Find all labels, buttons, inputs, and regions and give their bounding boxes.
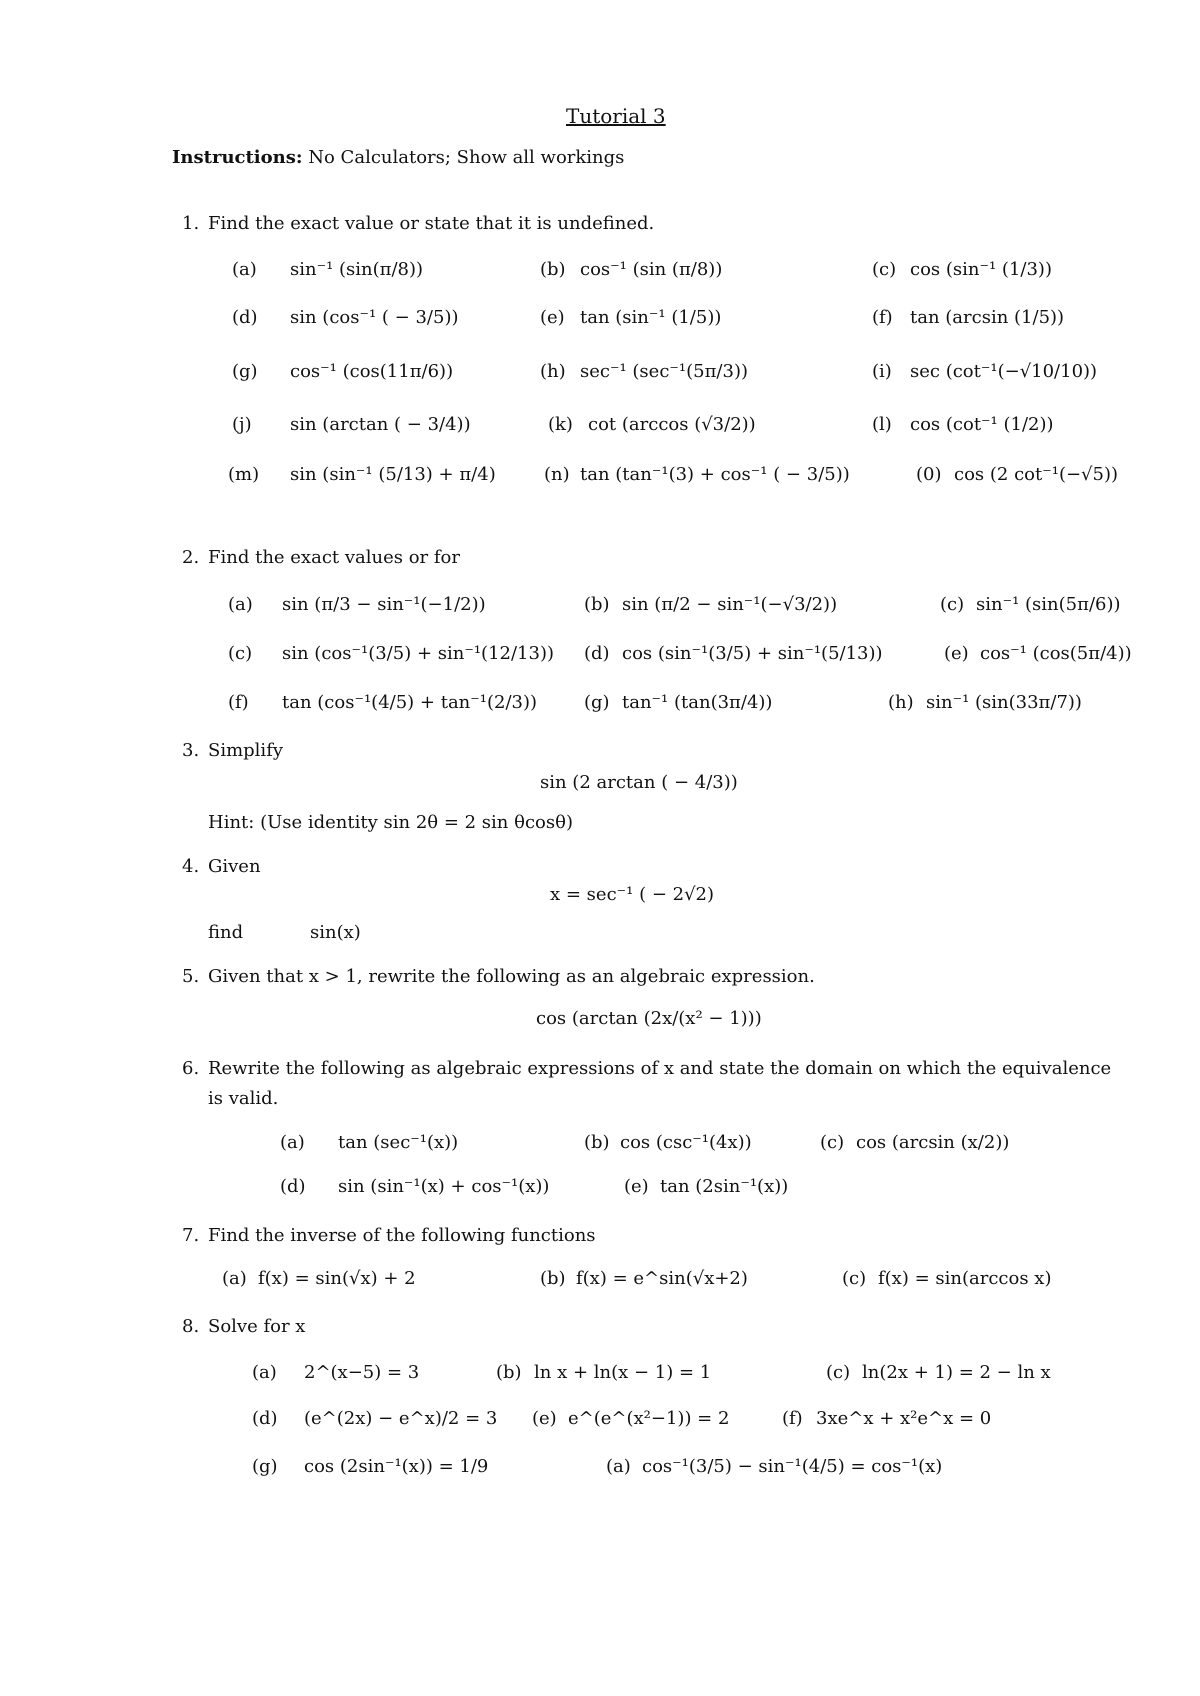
q8-item-expr: cos⁻¹(3/5) − sin⁻¹(4/5) = cos⁻¹(x) [642, 1456, 943, 1477]
q1-item-label: (m) [228, 464, 260, 485]
q8-item-label: (e) [532, 1408, 557, 1429]
q8-item-label: (g) [252, 1456, 278, 1477]
q6-item-label: (c) [820, 1132, 845, 1153]
question-6 [182, 1058, 1111, 1080]
q1-item-expr: sin (sin⁻¹ (5/13) + π/4) [290, 464, 496, 485]
q1-item-expr: tan (sin⁻¹ (1/5)) [580, 307, 722, 328]
q1-item-label: (h) [540, 361, 566, 382]
q2-item-label: (e) [944, 643, 969, 664]
q8-item-label: (c) [826, 1362, 851, 1383]
q8-item-label: (d) [252, 1408, 278, 1429]
q2-item-expr: tan⁻¹ (tan(3π/4)) [622, 692, 773, 713]
q1-item-expr: cos⁻¹ (sin (π/8)) [580, 259, 723, 280]
question-8 [182, 1316, 305, 1338]
q6-item-expr: tan (2sin⁻¹(x)) [660, 1176, 789, 1197]
q1-item-expr: sec⁻¹ (sec⁻¹(5π/3)) [580, 361, 748, 382]
q1-item-label: (f) [872, 307, 893, 328]
instructions [172, 147, 624, 169]
q1-item-expr: sin (arctan ( − 3/4)) [290, 414, 471, 435]
q8-item-expr: 2^(x−5) = 3 [304, 1362, 420, 1383]
q2-item-label: (c) [228, 643, 253, 664]
question-3-text: Simplify [208, 740, 284, 761]
q1-item-label: (g) [232, 361, 258, 382]
q1-item-expr: cos (sin⁻¹ (1/3)) [910, 259, 1052, 280]
q6-item-expr: tan (sec⁻¹(x)) [338, 1132, 459, 1153]
q8-item-expr: e^(e^(x²−1)) = 2 [568, 1408, 730, 1429]
q1-item-expr: cos⁻¹ (cos(11π/6)) [290, 361, 454, 382]
q2-item-expr: sin⁻¹ (sin(5π/6)) [976, 594, 1121, 615]
page-title: Tutorial 3 [566, 104, 666, 128]
instructions-label: Instructions: [172, 147, 303, 168]
q3-hint: Hint: (Use identity sin 2θ = 2 sin θcosθ) [208, 812, 573, 833]
question-2-text: Find the exact values or for [208, 547, 460, 568]
q7-item-expr: f(x) = sin(arccos x) [878, 1268, 1052, 1289]
question-5 [182, 966, 815, 988]
q7-item-label: (c) [842, 1268, 867, 1289]
q7-item-label: (a) [222, 1268, 247, 1289]
q1-item-label: (l) [872, 414, 892, 435]
q1-item-label: (a) [232, 259, 257, 280]
q1-item-expr: sin (cos⁻¹ ( − 3/5)) [290, 307, 459, 328]
q1-item-expr: cot (arccos (√3/2)) [588, 414, 756, 435]
q1-item-expr: sin⁻¹ (sin(π/8)) [290, 259, 424, 280]
q1-item-label: (c) [872, 259, 897, 280]
q7-item-label: (b) [540, 1268, 566, 1289]
q8-item-label: (a) [606, 1456, 631, 1477]
q8-item-label: (a) [252, 1362, 277, 1383]
question-6-text: Rewrite the following as algebraic expressions of x and state the domain on which the equivalence [208, 1058, 1112, 1079]
q2-item-expr: cos⁻¹ (cos(5π/4)) [980, 643, 1132, 664]
question-5-text: Given that x > 1, rewrite the following as an algebraic expression. [208, 966, 815, 987]
q8-item-expr: cos (2sin⁻¹(x)) = 1/9 [304, 1456, 489, 1477]
q6-item-label: (a) [280, 1132, 305, 1153]
q1-item-label: (k) [548, 414, 573, 435]
q8-item-expr: ln x + ln(x − 1) = 1 [534, 1362, 712, 1383]
q1-item-label: (0) [916, 464, 942, 485]
question-1 [182, 213, 654, 235]
q5-expression: cos (arctan (2x/(x² − 1))) [536, 1008, 762, 1029]
question-6-number: 6. [182, 1058, 200, 1079]
q1-item-expr: cos (2 cot⁻¹(−√5)) [954, 464, 1119, 485]
q7-item-expr: f(x) = e^sin(√x+2) [576, 1268, 748, 1289]
q8-item-label: (b) [496, 1362, 522, 1383]
instructions-text: No Calculators; Show all workings [308, 147, 625, 168]
q1-item-expr: tan (tan⁻¹(3) + cos⁻¹ ( − 3/5)) [580, 464, 850, 485]
question-7 [182, 1225, 596, 1247]
question-2-number: 2. [182, 547, 200, 568]
q6-item-label: (b) [584, 1132, 610, 1153]
q2-item-label: (h) [888, 692, 914, 713]
q6-item-expr: sin (sin⁻¹(x) + cos⁻¹(x)) [338, 1176, 550, 1197]
q6-item-expr: cos (csc⁻¹(4x)) [620, 1132, 752, 1153]
question-3-number: 3. [182, 740, 200, 761]
question-2 [182, 547, 460, 569]
q1-item-expr: tan (arcsin (1/5)) [910, 307, 1065, 328]
question-6-text-continued: is valid. [208, 1088, 279, 1109]
q2-item-expr: tan (cos⁻¹(4/5) + tan⁻¹(2/3)) [282, 692, 538, 713]
q2-item-expr: sin (π/2 − sin⁻¹(−√3/2)) [622, 594, 838, 615]
q4-find-label: find [208, 922, 244, 943]
q2-item-expr: sin⁻¹ (sin(33π/7)) [926, 692, 1082, 713]
q8-item-expr: ln(2x + 1) = 2 − ln x [862, 1362, 1051, 1383]
question-3 [182, 740, 283, 762]
q2-item-label: (c) [940, 594, 965, 615]
q1-item-label: (d) [232, 307, 258, 328]
q2-item-expr: cos (sin⁻¹(3/5) + sin⁻¹(5/13)) [622, 643, 883, 664]
question-8-number: 8. [182, 1316, 200, 1337]
q8-item-expr: (e^(2x) − e^x)/2 = 3 [304, 1408, 498, 1429]
q1-item-label: (i) [872, 361, 892, 382]
q4-find-expression: sin(x) [310, 922, 361, 943]
q8-item-label: (f) [782, 1408, 803, 1429]
q2-item-expr: sin (π/3 − sin⁻¹(−1/2)) [282, 594, 486, 615]
q2-item-label: (g) [584, 692, 610, 713]
q2-item-label: (f) [228, 692, 249, 713]
q1-item-label: (n) [544, 464, 570, 485]
q2-item-expr: sin (cos⁻¹(3/5) + sin⁻¹(12/13)) [282, 643, 554, 664]
question-4 [182, 856, 261, 878]
q2-item-label: (a) [228, 594, 253, 615]
q8-item-expr: 3xe^x + x²e^x = 0 [816, 1408, 992, 1429]
q1-item-expr: sec (cot⁻¹(−√10/10)) [910, 361, 1098, 382]
q1-item-label: (b) [540, 259, 566, 280]
q4-expression: x = sec⁻¹ ( − 2√2) [550, 884, 715, 905]
question-5-number: 5. [182, 966, 200, 987]
question-8-text: Solve for x [208, 1316, 306, 1337]
q2-item-label: (b) [584, 594, 610, 615]
question-7-text: Find the inverse of the following functions [208, 1225, 596, 1246]
question-1-text: Find the exact value or state that it is undefined. [208, 213, 655, 234]
q6-item-expr: cos (arcsin (x/2)) [856, 1132, 1010, 1153]
q1-item-label: (j) [232, 414, 252, 435]
q1-item-label: (e) [540, 307, 565, 328]
question-7-number: 7. [182, 1225, 200, 1246]
q1-item-expr: cos (cot⁻¹ (1/2)) [910, 414, 1054, 435]
q2-item-label: (d) [584, 643, 610, 664]
question-4-number: 4. [182, 856, 200, 877]
q3-expression: sin (2 arctan ( − 4/3)) [540, 772, 738, 793]
question-4-text: Given [208, 856, 261, 877]
question-1-number: 1. [182, 213, 200, 234]
q6-item-label: (e) [624, 1176, 649, 1197]
q7-item-expr: f(x) = sin(√x) + 2 [258, 1268, 416, 1289]
q6-item-label: (d) [280, 1176, 306, 1197]
